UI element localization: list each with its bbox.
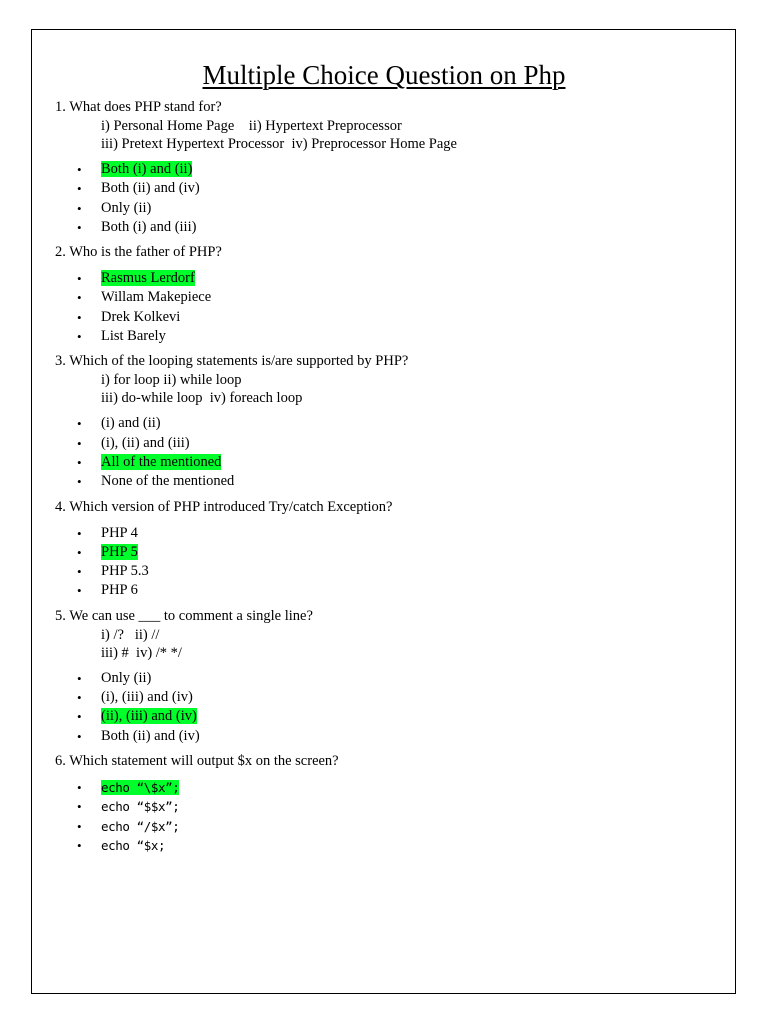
question-option-line: i) /? ii) // <box>101 626 160 643</box>
answer-item <box>55 308 715 327</box>
question-option-line: i) Personal Home Page ii) Hypertext Preprocessor <box>101 118 402 134</box>
answer-item <box>55 434 715 453</box>
question-option-line: iii) # iv) /* */ <box>101 644 182 661</box>
answer-list <box>55 414 715 491</box>
question-1 <box>55 98 715 243</box>
answer-item <box>55 453 715 472</box>
bullet-icon: • <box>77 329 82 345</box>
question-stem: 2. Who is the father of PHP? <box>55 244 222 261</box>
answer-item <box>55 327 715 346</box>
answer-text: None of the mentioned <box>101 473 235 490</box>
answer-list <box>55 778 715 855</box>
answer-text: echo “$$x”; <box>101 799 180 815</box>
bullet-icon: • <box>77 709 82 725</box>
bullet-icon: • <box>77 474 82 490</box>
bullet-icon: • <box>77 454 82 470</box>
answer-item <box>55 179 715 198</box>
question-spacer <box>55 855 715 861</box>
answer-text: (i), (iii) and (iv) <box>101 689 193 706</box>
bullet-icon: • <box>77 416 82 432</box>
answer-item <box>55 727 715 746</box>
answer-list <box>55 669 715 746</box>
question-stem: 6. Which statement will output $x on the screen? <box>55 752 339 769</box>
page-title-text: Multiple Choice Question on Php <box>202 60 566 90</box>
correct-answer-highlight: PHP 5 <box>101 543 138 560</box>
answer-item <box>55 797 715 816</box>
bullet-icon: • <box>77 162 82 177</box>
answer-item <box>55 199 715 218</box>
answer-item <box>55 472 715 491</box>
answer-list <box>55 269 715 346</box>
answer-text: Both (ii) and (iv) <box>101 727 200 744</box>
answer-text: Both (ii) and (iv) <box>101 180 200 197</box>
answer-text: Only (ii) <box>101 669 152 686</box>
answer-text: PHP 6 <box>101 582 138 599</box>
bullet-icon: • <box>77 219 82 235</box>
answer-text: Both (i) and (iii) <box>101 218 197 235</box>
answer-item <box>55 688 715 707</box>
question-stem: 4. Which version of PHP introduced Try/catch Exception? <box>55 498 393 515</box>
page-title <box>0 58 768 92</box>
answer-text: List Barely <box>101 328 166 345</box>
question-3 <box>55 352 715 497</box>
answer-item <box>55 543 715 562</box>
answer-item <box>55 778 715 797</box>
bullet-icon: • <box>77 435 82 451</box>
question-list <box>55 98 715 861</box>
answer-text: (i) and (ii) <box>101 415 161 432</box>
bullet-icon: • <box>77 290 82 306</box>
answer-list <box>55 160 715 237</box>
answer-text: PHP 4 <box>101 524 138 541</box>
answer-item <box>55 836 715 855</box>
question-stem: 3. Which of the looping statements is/are supported by PHP? <box>55 353 409 370</box>
bullet-icon: • <box>77 728 82 744</box>
question-option-line: iii) Pretext Hypertext Processor iv) Preprocessor Home Page <box>101 136 457 152</box>
bullet-icon: • <box>77 544 82 560</box>
answer-item <box>55 524 715 543</box>
bullet-icon: • <box>77 690 82 706</box>
answer-text: echo “$x; <box>101 837 166 853</box>
question-5 <box>55 607 715 752</box>
answer-text: Willam Makepiece <box>101 289 212 306</box>
answer-item <box>55 414 715 433</box>
answer-item <box>55 669 715 688</box>
question-stem: 5. We can use ___ to comment a single line? <box>55 607 313 624</box>
answer-item <box>55 269 715 288</box>
answer-item <box>55 817 715 836</box>
answer-item <box>55 562 715 581</box>
bullet-icon: • <box>77 799 82 815</box>
bullet-icon: • <box>77 181 82 197</box>
answer-list <box>55 524 715 601</box>
answer-item <box>55 218 715 237</box>
question-option-line: iii) do-while loop iv) foreach loop <box>101 390 303 407</box>
question-stem: 1. What does PHP stand for? <box>55 99 222 115</box>
correct-answer-highlight: echo “\$x”; <box>101 779 180 795</box>
bullet-icon: • <box>77 837 82 853</box>
bullet-icon: • <box>77 779 82 795</box>
bullet-icon: • <box>77 309 82 325</box>
answer-item <box>55 581 715 600</box>
bullet-icon: • <box>77 200 82 216</box>
answer-text: Drek Kolkevi <box>101 308 181 325</box>
answer-text: (i), (ii) and (iii) <box>101 434 190 451</box>
answer-item <box>55 288 715 307</box>
question-4 <box>55 498 715 607</box>
question-2 <box>55 243 715 352</box>
answer-item <box>55 707 715 726</box>
bullet-icon: • <box>77 818 82 834</box>
answer-text: PHP 5.3 <box>101 563 149 580</box>
bullet-icon: • <box>77 525 82 541</box>
bullet-icon: • <box>77 564 82 580</box>
bullet-icon: • <box>77 271 82 287</box>
bullet-icon: • <box>77 583 82 599</box>
answer-text: Only (ii) <box>101 199 152 216</box>
correct-answer-highlight: Both (i) and (ii) <box>101 161 193 177</box>
correct-answer-highlight: Rasmus Lerdorf <box>101 270 195 287</box>
bullet-icon: • <box>77 670 82 686</box>
question-option-line: i) for loop ii) while loop <box>101 372 242 389</box>
correct-answer-highlight: All of the mentioned <box>101 453 222 470</box>
answer-item <box>55 160 715 179</box>
answer-text: echo “/$x”; <box>101 818 180 834</box>
question-6 <box>55 752 715 861</box>
correct-answer-highlight: (ii), (iii) and (iv) <box>101 708 197 725</box>
